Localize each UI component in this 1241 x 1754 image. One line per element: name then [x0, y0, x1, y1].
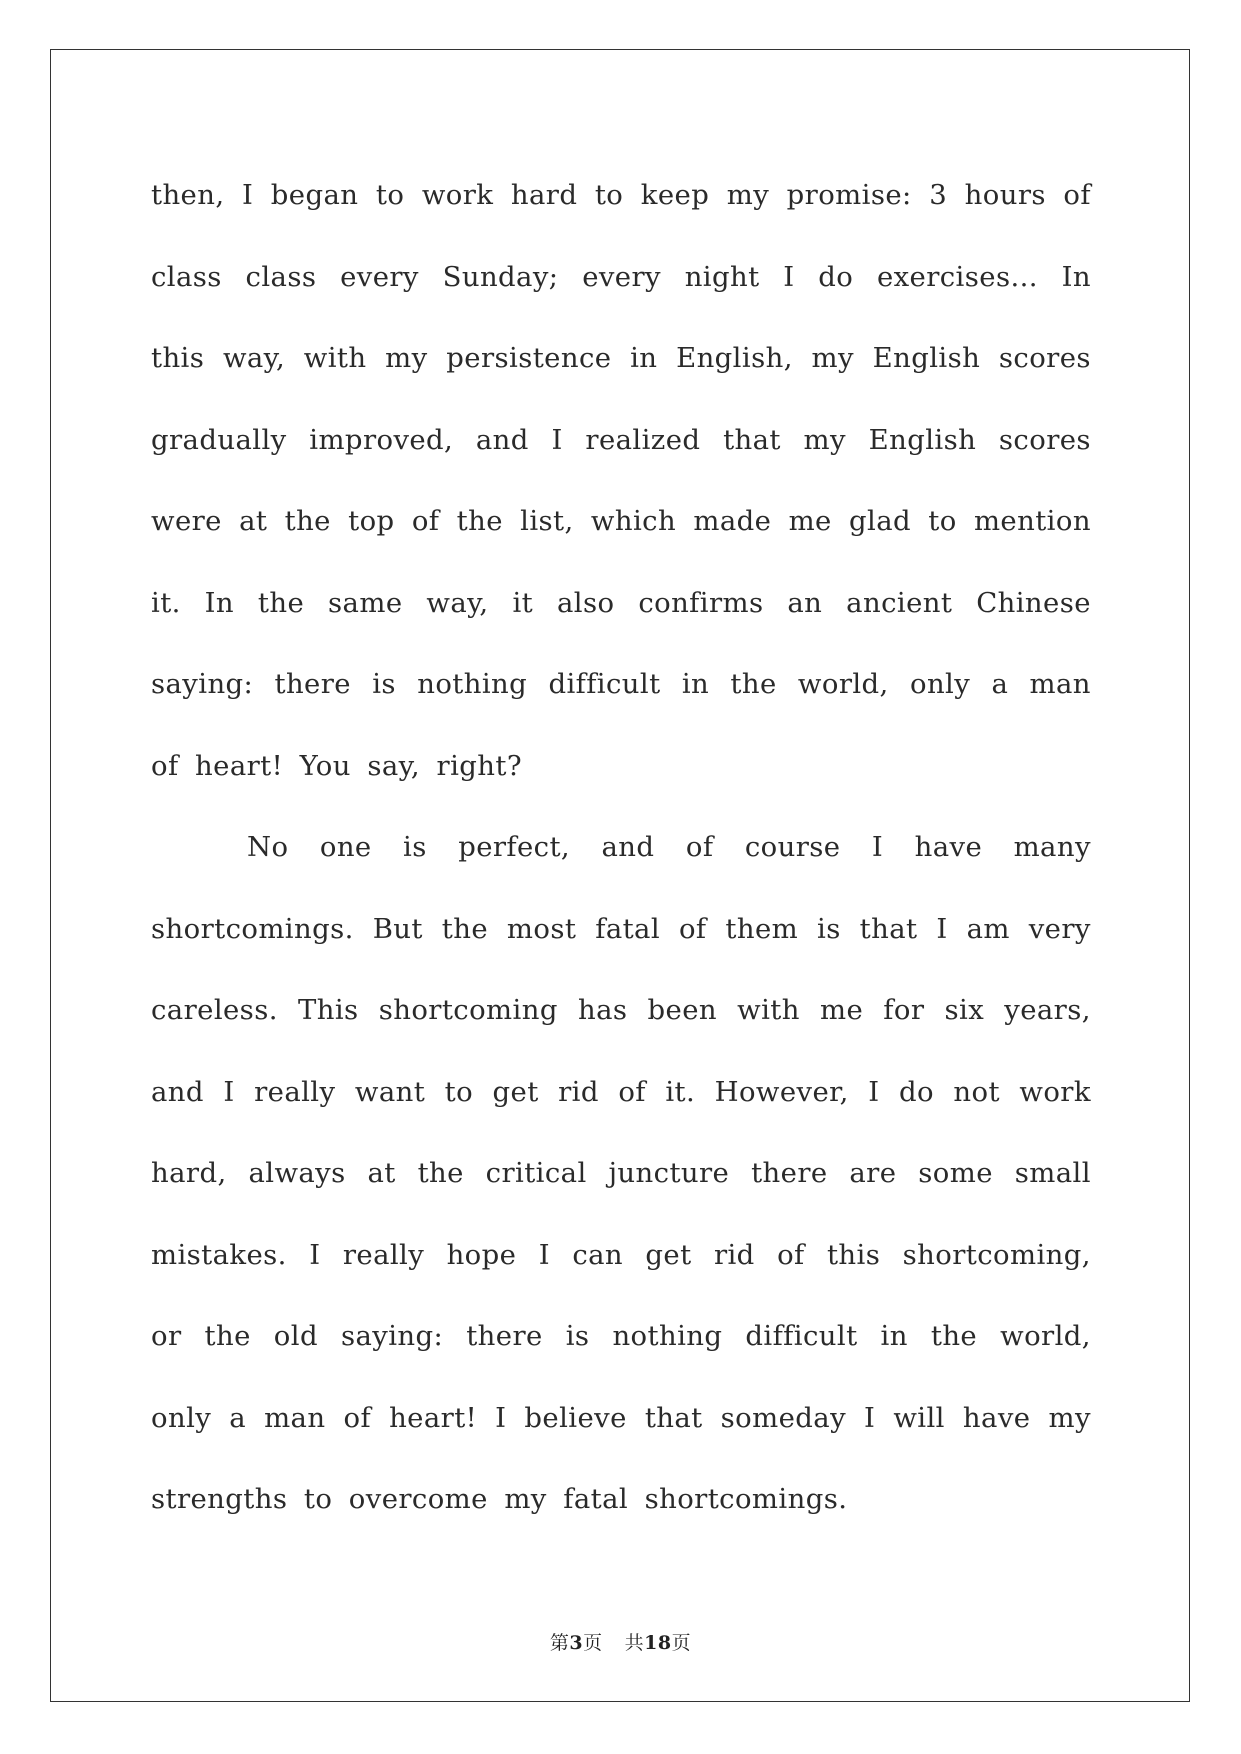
word: I: [783, 260, 795, 293]
text-line: [151, 481, 1091, 563]
word: do: [818, 260, 854, 293]
word: However,: [714, 1075, 849, 1108]
word: there: [274, 668, 351, 700]
word: for: [883, 994, 925, 1026]
word: I: [309, 1238, 321, 1271]
word: I: [242, 179, 254, 211]
word: old: [273, 1320, 318, 1352]
text-line: [151, 1133, 1091, 1215]
word: there: [466, 1320, 543, 1352]
word: and: [151, 1075, 204, 1108]
word: I: [223, 1075, 235, 1108]
word: my: [811, 342, 854, 374]
word: the: [730, 668, 777, 700]
word: an: [787, 586, 823, 619]
word: this: [151, 342, 205, 374]
word: to: [928, 505, 957, 537]
word: want: [354, 1075, 426, 1108]
word: not: [953, 1075, 1000, 1108]
text-line: [151, 563, 1091, 645]
word: get: [492, 1075, 539, 1108]
word: and: [601, 831, 655, 863]
word: the: [257, 586, 305, 619]
word: difficult: [548, 668, 661, 700]
word: careless.: [151, 994, 278, 1026]
word: shortcoming,: [902, 1238, 1091, 1271]
word: six: [944, 994, 985, 1026]
word: of: [678, 912, 707, 945]
page-footer: [0, 1628, 1241, 1655]
word: nothing: [417, 668, 528, 700]
word: at: [239, 505, 268, 537]
word: which: [590, 505, 677, 537]
word: will: [893, 1401, 945, 1434]
word: someday: [720, 1401, 847, 1434]
word: hard: [510, 179, 578, 211]
word: gradually: [151, 423, 287, 456]
word: that: [859, 912, 918, 945]
word: hours: [964, 179, 1046, 211]
word: Sunday;: [442, 260, 559, 293]
text-line: [151, 1378, 1091, 1460]
word: hope: [446, 1238, 517, 1271]
word: in: [630, 342, 658, 374]
word: shortcoming: [378, 994, 558, 1026]
word: class: [245, 260, 317, 293]
word: improved,: [309, 423, 454, 456]
word: the: [456, 505, 503, 537]
word: difficult: [745, 1320, 858, 1352]
footer-page-number: 3: [569, 1632, 584, 1654]
word: No: [247, 831, 289, 863]
text-line: [151, 970, 1091, 1052]
text-line: [151, 1215, 1091, 1297]
word: saying:: [151, 668, 254, 700]
word: world,: [797, 668, 889, 700]
word: perfect,: [458, 831, 571, 863]
word: one: [319, 831, 372, 863]
word: a: [229, 1401, 247, 1434]
word: realized: [585, 423, 701, 456]
word: small: [1014, 1157, 1091, 1189]
word: have: [962, 1401, 1031, 1434]
word: shortcomings.: [644, 1483, 848, 1515]
word: always: [248, 1157, 346, 1189]
word: really: [254, 1075, 336, 1108]
text-line: [151, 1296, 1091, 1378]
word: it.: [151, 586, 181, 619]
word: strengths: [151, 1483, 288, 1515]
text-line: [151, 644, 1091, 726]
text-line: [151, 1459, 1091, 1541]
word: fatal: [595, 912, 661, 945]
word: believe: [524, 1401, 627, 1434]
text-line: [151, 237, 1091, 319]
word: them: [725, 912, 799, 945]
word: hard,: [151, 1157, 227, 1189]
word: mistakes.: [151, 1238, 287, 1271]
text-line: [151, 1052, 1091, 1134]
text-line: [151, 726, 1091, 808]
word: can: [572, 1238, 624, 1271]
footer-total-pages: 18: [644, 1632, 672, 1654]
word: rid: [713, 1238, 755, 1271]
word: of: [411, 505, 440, 537]
word: English,: [676, 342, 793, 374]
text-line: [151, 400, 1091, 482]
word: list,: [520, 505, 574, 537]
word: fatal: [563, 1483, 629, 1515]
text-line: [151, 807, 1091, 889]
word: man: [264, 1401, 326, 1434]
footer-total-suffix: 页: [671, 1632, 692, 1654]
word: it: [512, 586, 534, 619]
word: I: [868, 1075, 880, 1108]
word: is: [817, 912, 841, 945]
word: I: [538, 1238, 550, 1271]
word: every: [582, 260, 661, 293]
word: to: [594, 179, 624, 211]
word: overcome: [348, 1483, 488, 1515]
word: work: [1019, 1075, 1091, 1108]
word: juncture: [608, 1157, 730, 1189]
word: of: [777, 1238, 805, 1271]
word: then,: [151, 179, 225, 211]
word: in: [880, 1320, 908, 1352]
word: have: [914, 831, 983, 863]
word: began: [270, 179, 359, 211]
word: me: [788, 505, 832, 537]
word: I: [551, 423, 563, 456]
text-line: [151, 318, 1091, 400]
footer-total-prefix: 共: [624, 1632, 645, 1654]
word: made: [693, 505, 772, 537]
word: English: [872, 342, 981, 374]
word: been: [647, 994, 717, 1026]
word: get: [645, 1238, 692, 1271]
word: heart!: [389, 1401, 478, 1434]
word: years,: [1004, 994, 1091, 1026]
word: is: [372, 668, 396, 700]
word: course: [744, 831, 841, 863]
word: my: [726, 179, 770, 211]
word: night: [684, 260, 760, 293]
word: of: [343, 1401, 372, 1434]
word: my: [385, 342, 428, 374]
word: say,: [367, 749, 421, 782]
word: 3: [929, 179, 948, 211]
word: and: [475, 423, 529, 456]
word: most: [506, 912, 577, 945]
word: of: [151, 749, 179, 782]
word: I: [864, 1401, 876, 1434]
word: glad: [849, 505, 911, 537]
word: work: [421, 179, 494, 211]
text-line: [151, 155, 1091, 237]
word: that: [723, 423, 781, 456]
word: English: [868, 423, 977, 456]
word: were: [151, 505, 222, 537]
word: in: [681, 668, 710, 700]
footer-page-suffix: 页: [583, 1632, 603, 1654]
word: exercises...: [876, 260, 1038, 293]
word: critical: [485, 1157, 587, 1189]
word: this: [826, 1238, 881, 1271]
word: to: [444, 1075, 474, 1108]
word: it.: [665, 1075, 696, 1108]
word: Chinese: [976, 586, 1091, 619]
word: only: [909, 668, 971, 700]
word: of: [685, 831, 714, 863]
word: are: [849, 1157, 897, 1189]
word: of: [618, 1075, 646, 1108]
word: me: [819, 994, 864, 1026]
word: the: [284, 505, 331, 537]
word: ancient: [846, 586, 953, 619]
word: really: [342, 1238, 425, 1271]
word: with: [737, 994, 800, 1026]
word: class: [151, 260, 222, 293]
word: of: [1063, 179, 1091, 211]
word: at: [367, 1157, 396, 1189]
word: way,: [426, 586, 489, 619]
word: This: [298, 994, 359, 1026]
word: there: [751, 1157, 828, 1189]
word: my: [1048, 1401, 1091, 1434]
word: You: [299, 749, 351, 782]
word: I: [495, 1401, 507, 1434]
word: am: [966, 912, 1010, 945]
word: heart!: [195, 749, 284, 782]
word: way,: [222, 342, 286, 374]
word: to: [303, 1483, 333, 1515]
word: is: [403, 831, 427, 863]
word: mention: [973, 505, 1091, 537]
word: I: [936, 912, 948, 945]
word: many: [1013, 831, 1091, 863]
word: that: [644, 1401, 703, 1434]
word: some: [918, 1157, 993, 1189]
word: is: [565, 1320, 590, 1352]
word: nothing: [612, 1320, 723, 1352]
word: In: [1061, 260, 1091, 293]
word: scores: [998, 423, 1091, 456]
word: confirms: [638, 586, 764, 619]
word: the: [204, 1320, 251, 1352]
word: my: [803, 423, 846, 456]
word: my: [504, 1483, 547, 1515]
word: In: [204, 586, 235, 619]
word: same: [328, 586, 403, 619]
word: do: [898, 1075, 934, 1108]
word: the: [930, 1320, 978, 1352]
word: rid: [558, 1075, 599, 1108]
word: world,: [1000, 1320, 1091, 1352]
word: the: [417, 1157, 464, 1189]
word: shortcomings.: [151, 912, 354, 945]
text-line: [151, 889, 1091, 971]
word: promise:: [786, 179, 912, 211]
word: I: [871, 831, 884, 863]
word: But: [372, 912, 423, 945]
word: very: [1028, 912, 1091, 945]
word: the: [441, 912, 489, 945]
word: to: [375, 179, 405, 211]
word: also: [556, 586, 615, 619]
footer-prefix: 第: [549, 1632, 570, 1654]
word: saying:: [340, 1320, 444, 1352]
word: every: [340, 260, 419, 293]
word: man: [1029, 668, 1091, 700]
word: scores: [998, 342, 1091, 374]
word: persistence: [446, 342, 612, 374]
word: top: [348, 505, 395, 537]
word: right?: [436, 749, 522, 782]
word: a: [991, 668, 1009, 700]
word: only: [151, 1401, 212, 1434]
word: or: [151, 1320, 182, 1352]
document-body: [151, 155, 1091, 1541]
word: has: [577, 994, 628, 1026]
word: with: [303, 342, 367, 374]
word: keep: [640, 179, 710, 211]
